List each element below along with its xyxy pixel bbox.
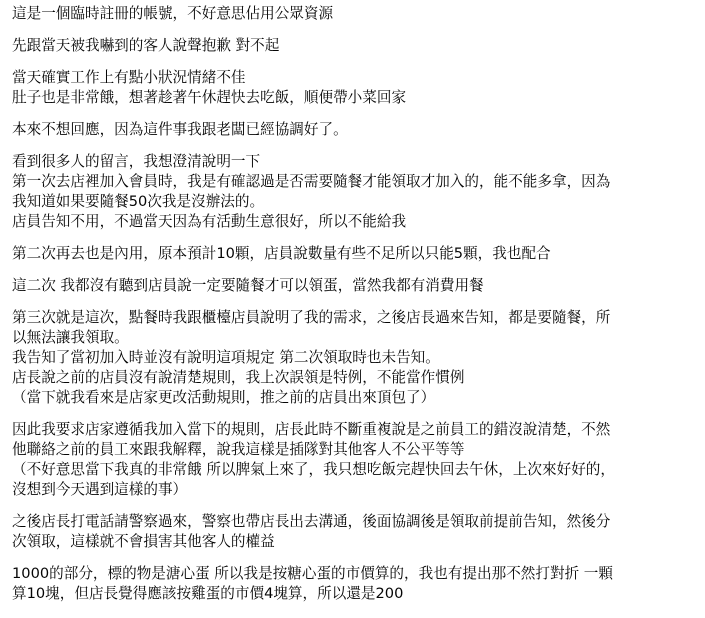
post-body bbox=[12, 4, 698, 616]
post-paragraph bbox=[12, 564, 698, 604]
post-text-line: （不好意思當下我真的非常餓 所以脾氣上來了，我只想吃飯完趕快回去午休，上次來好好的， bbox=[12, 461, 615, 478]
post-text-line: （當下就我看來是店家更改活動規則，推之前的店員出來頂包了） bbox=[12, 389, 436, 406]
post-text-line: 看到很多人的留言，我想澄清說明一下 bbox=[12, 153, 261, 170]
post-text-line: 先跟當天被我嚇到的客人說聲抱歉 對不起 bbox=[12, 37, 280, 54]
post-text-line: 以無法讓我領取。 bbox=[12, 329, 129, 346]
post-paragraph bbox=[12, 36, 698, 56]
post-paragraph bbox=[12, 120, 698, 140]
post-text-line: 這二次 我都沒有聽到店員說一定要隨餐才可以領蛋，當然我都有消費用餐 bbox=[12, 277, 484, 294]
post-text-line: 當天確實工作上有點小狀況情緒不佳 bbox=[12, 69, 246, 86]
post-text-line: 店員告知不用，不過當天因為有活動生意很好，所以不能給我 bbox=[12, 213, 407, 230]
post-text-line: 本來不想回應，因為這件事我跟老闆已經協調好了。 bbox=[12, 121, 348, 138]
post-paragraph bbox=[12, 4, 698, 24]
post-text-line: 肚子也是非常餓，想著趁著午休趕快去吃飯，順便帶小菜回家 bbox=[12, 89, 407, 106]
post-paragraph bbox=[12, 276, 698, 296]
post-text-line: 算10塊，但店長覺得應該按雞蛋的市價4塊算，所以還是200 bbox=[12, 585, 404, 602]
post-text-line: 次領取，這樣就不會損害其他客人的權益 bbox=[12, 533, 275, 550]
post-paragraph bbox=[12, 244, 698, 264]
post-paragraph bbox=[12, 308, 698, 408]
post-text-line: 1000的部分，標的物是溏心蛋 所以我是按糖心蛋的市價算的，我也有提出那不然打對折 一顆 bbox=[12, 565, 613, 582]
post-text-line: 我告知了當初加入時並沒有說明這項規定 第二次領取時也未告知。 bbox=[12, 349, 440, 366]
post-text-line: 他聯絡之前的員工來跟我解釋，說我這樣是插隊對其他客人不公平等等 bbox=[12, 441, 465, 458]
post-paragraph bbox=[12, 68, 698, 108]
post-text-line: 店長說之前的店員沒有說清楚規則，我上次誤領是特例，不能當作慣例 bbox=[12, 369, 465, 386]
post-text-line: 沒想到今天遇到這樣的事） bbox=[12, 481, 188, 498]
post-text-line: 第二次再去也是內用，原本預計10顆，店員說數量有些不足所以只能5顆，我也配合 bbox=[12, 245, 551, 262]
post-text-line: 第一次去店裡加入會員時，我是有確認過是否需要隨餐才能領取才加入的，能不能多拿，因為 bbox=[12, 173, 611, 190]
post-paragraph bbox=[12, 152, 698, 232]
post-text-line: 這是一個臨時註冊的帳號，不好意思佔用公眾資源 bbox=[12, 5, 334, 22]
post-paragraph bbox=[12, 512, 698, 552]
post-paragraph bbox=[12, 420, 698, 500]
post-text-line: 第三次就是這次，點餐時我跟櫃檯店員說明了我的需求，之後店長過來告知，都是要隨餐，所 bbox=[12, 309, 611, 326]
post-text-line: 因此我要求店家遵循我加入當下的規則，店長此時不斷重複說是之前員工的錯沒說清楚，不然 bbox=[12, 421, 611, 438]
post-text-line: 之後店長打電話請警察過來，警察也帶店長出去溝通，後面協調後是領取前提前告知，然後分 bbox=[12, 513, 611, 530]
post-text-line: 我知道如果要隨餐50次我是沒辦法的。 bbox=[12, 193, 265, 210]
